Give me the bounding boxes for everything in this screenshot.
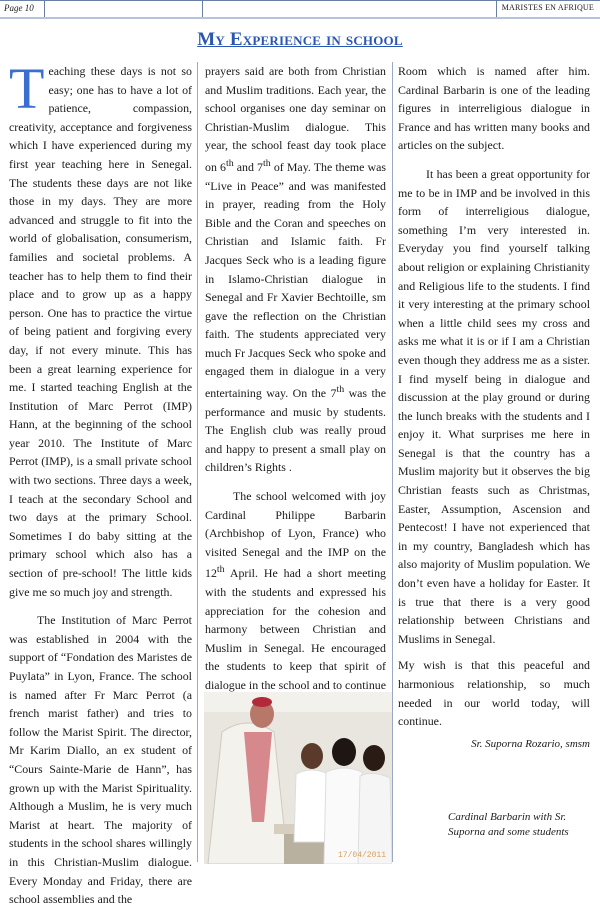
paragraph: [205, 62, 386, 477]
page-number: Page 10: [4, 3, 34, 13]
text-run: prayers said are both from Christian and Muslim traditions. Each year, the school organises one day seminar on Christian-Muslim dialogue. This year, the school feast day took place on 6: [205, 64, 386, 174]
column-1: [9, 56, 192, 909]
article-title: My Experience in school: [197, 29, 403, 50]
paragraph: Room which is named after him. Cardinal Barbarin is one of the leading figures in interreligious dialogue in France and has written many books and articles on the subject.: [398, 64, 590, 153]
text-run: was the performance and music by students. The English club was really proud and happy to present a small play on children’s Rights .: [205, 386, 386, 475]
superscript: th: [216, 564, 225, 576]
page-header: [0, 0, 600, 18]
paragraph-text: eaching these days is not so easy; one has to have a lot of patience, compassion, creativity, acceptance and forgiveness which I have experienced during my first year teaching here in Senegal. The students these days are not like those in my days. They are more advanced and struggle to fit into the world of globalisation, consumerism, families and societal problems. A teacher has to help them to find their place and to grow up as a happy person. One has to practice the virtue of being patient and forgiving every day, if not every minute. This has been a great learning experience for me. I started teaching English at the Institution of Marc Perrot (IMP) Hann, at the beginning of the school year 2010. The Institute of Marc Perrot (IMP), is a small private school with two sections. Three days a week, I teach at the secondary School and two days at the primary School. Sometimes I do baby sitting at the primary school which also has a section of pre-school! The little kids give me so much joy and strength.: [9, 64, 192, 599]
photo-caption: Cardinal Barbarin with Sr. Suporna and some students: [448, 811, 569, 838]
paragraph: My wish is that this peaceful and harmonious relationship, so much needed in our world today, will continue.: [398, 658, 590, 729]
header-divider: [202, 1, 203, 17]
column-3: [398, 62, 590, 753]
paragraph: [9, 56, 192, 601]
text-run: The school welcomed with joy Cardinal Philippe Barbarin (Archbishop of Lyon, France) who visited Senegal and the IMP on the 12: [205, 489, 386, 581]
paragraph: The Institution of Marc Perrot was established in 2004 with the support of “Fondation des Maristes de Puylata” in Lyon, France. The school is named after Fr Marc Perrot (a french marist father) and tries to follow the Marist Spirit. The director, Mr Karim Diallo, an ex student of “Cours Sainte-Marie de Hann”, has grown up with the Marist Spirituality. Although a Muslim, he is very much Marist at heart. The majority of students in the school shares willingly in this Christian-Muslim dialogue. Every Monday and Friday, there are school assemblies and the: [9, 613, 192, 907]
column-divider: [392, 62, 393, 862]
article-photo: [204, 692, 392, 864]
drop-cap: T: [9, 56, 45, 121]
text-run: April. He had a short meeting with the students and expressed his appreciation for the cohesion and harmony between Christian and Muslim in Senegal. He encouraged the students to keep that spirit of dialogue in the school and to continue: [205, 566, 386, 692]
photo-date-stamp: 17/04/2011: [337, 851, 386, 860]
column-divider: [197, 62, 198, 862]
text-run: and 7: [233, 159, 264, 174]
superscript: th: [336, 384, 345, 396]
header-divider: [44, 1, 45, 17]
header-rule: [0, 17, 600, 19]
header-divider: [496, 1, 497, 17]
paragraph: It has been a great opportunity for me to be in IMP and be involved in this form of interreligious dialogue, something I’m very interested in. Everyday you find yourself talking about religion or explaining Christianity and Religious life to the students. I find it very interesting at the primary school when a little child sees my cross and asks me what it is or if I am a Christian even though they address me as a sister. I find myself being in dialogue and discussion at the play ground or during the lunch breaks with the students and I enjoy it. What surprises me here in Senegal is that the country has a Muslim majority but it observes the big Christian feasts such as Christmas, Easter, Assumption, Ascension and Pentecost! I have not experienced that in my country, Bangladesh which has also majority of Muslim population. We don’t even have a holiday for Easter. It is true that there is a very good relationship between Christians and Muslims in Senegal.: [398, 166, 590, 646]
photo-illustration: [204, 692, 392, 864]
column-2: [205, 62, 386, 732]
author-signature: Sr. Suporna Rozario, smsm: [471, 737, 590, 750]
superscript: th: [263, 157, 271, 169]
magazine-name: MARISTES EN AFRIQUE: [501, 3, 594, 12]
text-run: of May. The theme was “Live in Peace” and was manifested in prayer, reading from the Holy Bible and the Coran and speeches on Christian and Islamic faith. Fr Jacques Seck who is a leading figure in Islamo-Christian dialogue in Senegal and Fr Xavier Bechtoille, sm gave the reflection on the Christian faith. The students appreciated very much Fr Jacques Seck who spoke and engaged them in dialogue in a very entertaining way. On the 7: [205, 159, 386, 401]
superscript: th: [225, 157, 234, 169]
